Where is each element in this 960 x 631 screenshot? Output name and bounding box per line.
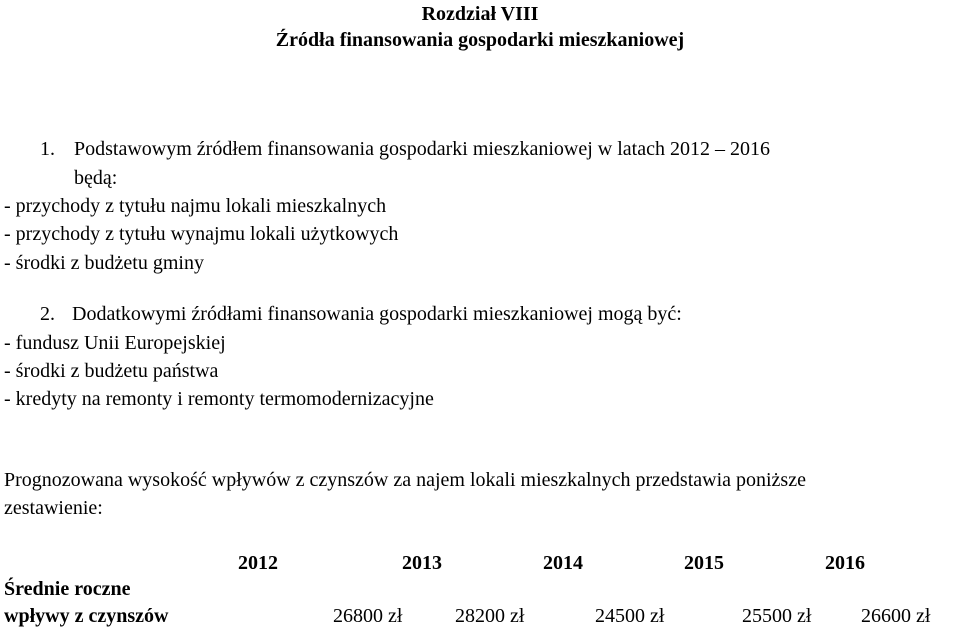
- table-row-label-line2: wpływy z czynszów: [4, 605, 169, 627]
- section-2-item-3: - kredyty na remonty i remonty termomodernizacyjne: [4, 388, 434, 410]
- table-value-2014: 24500 zł: [595, 605, 665, 627]
- section-1-intro-line1: Podstawowym źródłem finansowania gospodarki mieszkaniowej w latach 2012 – 2016: [74, 138, 770, 160]
- table-value-2015: 25500 zł: [742, 605, 812, 627]
- table-year-2014: 2014: [543, 552, 583, 574]
- chapter-subheading: Źródła finansowania gospodarki mieszkaniowej: [275, 29, 685, 51]
- table-value-2016: 26600 zł: [861, 605, 931, 627]
- table-row-label-line1: Średnie roczne: [4, 578, 131, 600]
- section-1-intro-line2: będą:: [74, 167, 118, 189]
- section-1-number: 1.: [40, 138, 55, 160]
- table-year-2015: 2015: [684, 552, 724, 574]
- section-1-item-2: - przychody z tytułu wynajmu lokali użytkowych: [4, 223, 399, 245]
- table-year-2016: 2016: [825, 552, 865, 574]
- section-2-number: 2.: [40, 303, 55, 325]
- chapter-heading: Rozdział VIII: [421, 3, 539, 25]
- table-year-2013: 2013: [402, 552, 442, 574]
- section-2-item-1: - fundusz Unii Europejskiej: [4, 332, 226, 354]
- section-1-item-1: - przychody z tytułu najmu lokali mieszkalnych: [4, 195, 387, 217]
- section-2-item-2: - środki z budżetu państwa: [4, 360, 219, 382]
- forecast-line-2: zestawienie:: [4, 497, 103, 519]
- section-2-intro: Dodatkowymi źródłami finansowania gospodarki mieszkaniowej mogą być:: [72, 303, 682, 325]
- forecast-line-1: Prognozowana wysokość wpływów z czynszów za najem lokali mieszkalnych przedstawia poniższe: [4, 469, 806, 491]
- table-value-2012: 26800 zł: [333, 605, 403, 627]
- table-value-2013: 28200 zł: [455, 605, 525, 627]
- section-1-item-3: - środki z budżetu gminy: [4, 252, 204, 274]
- table-year-2012: 2012: [238, 552, 278, 574]
